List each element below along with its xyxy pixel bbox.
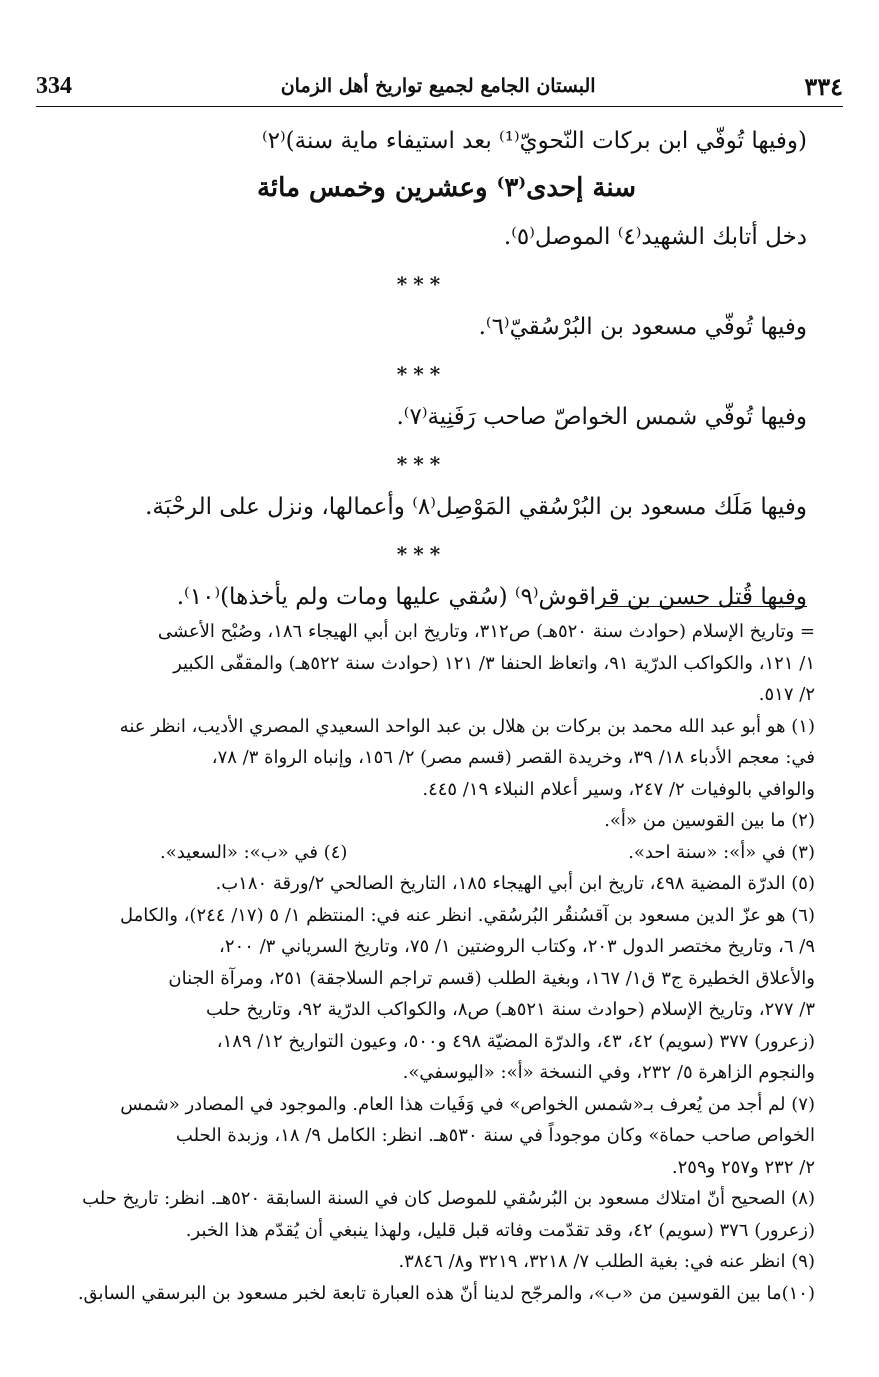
- footnote-line: ٣/ ٢٧٧، وتاريخ الإسلام (حوادث سنة ٥٢١هـ) ص٨، والكواكب الدرّية ٩٢، وتاريخ حلب: [206, 999, 815, 1020]
- stars-separator: ***: [396, 272, 447, 296]
- text-line: دخل أتابك الشهيد⁽٤⁾ الموصل⁽٥⁾.: [503, 224, 807, 250]
- footnote-line: ١/ ١٢١، والكواكب الدرّية ٩١، واتعاظ الحنفا ٣/ ١٢١ (حوادث سنة ٥٢٢هـ) والمقفّى الكبير: [173, 652, 815, 674]
- footnote-line: والوافي بالوفيات ٢/ ٢٤٧، وسير أعلام النبلاء ١٩/ ٤٤٥.: [422, 778, 815, 800]
- stars-separator: ***: [396, 542, 447, 566]
- footnote-line: والأعلاق الخطيرة ج٣ ق١/ ١٦٧، وبغية الطلب (قسم تراجم السلاجقة) ٢٥١، ومرآة الجنان: [168, 967, 815, 989]
- footnote-line: (٢) ما بين القوسين من «أ».: [604, 810, 815, 831]
- stars-separator: ***: [396, 452, 447, 476]
- footnotes: [40, 616, 815, 1309]
- footnote-rule: [600, 606, 807, 607]
- footnote-line: (٩) انظر عنه في: بغية الطلب ٧/ ٣٢١٨، ٣٢١٩ و٨/ ٣٨٤٦.: [398, 1251, 815, 1272]
- main-text: [36, 118, 807, 620]
- text-line: وفيها مَلَك مسعود بن البُرْسُقي المَوْصِل⁽٨⁾ وأعمالها، ونزل على الرحْبَة.: [145, 494, 807, 520]
- footnote-line: (١) هو أبو عبد الله محمد بن بركات بن هلال بن عبد الواحد السعيدي المصري الأديب، انظر عنه: [119, 715, 815, 737]
- year-heading: سنة إحدى⁽٣⁾ وعشرين وخمس مائة: [256, 173, 636, 203]
- footnote-line: والنجوم الزاهرة ٥/ ٢٣٢، وفي النسخة «أ»: «اليوسفي».: [402, 1062, 815, 1083]
- footnote-line: (٨) الصحيح أنّ امتلاك مسعود بن البُرسُقي للموصل كان في السنة السابقة ٥٢٠هـ. انظر: تاريخ حلب: [82, 1188, 815, 1209]
- text-line: وفيها تُوفّي مسعود بن البُرْسُقيّ⁽٦⁾.: [478, 314, 807, 340]
- footnote-line: (٧) لم أجد من يُعرف بـ«شمس الخواص» في وَفَيات هذا العام. والموجود في المصادر «شمس: [120, 1093, 815, 1115]
- running-title: البستان الجامع لجميع تواريخ أهل الزمان: [280, 75, 596, 97]
- header-rule: [36, 106, 843, 107]
- footnote-line: (٣) في «أ»: «سنة احد».: [628, 841, 815, 863]
- text-line: وفيها قُتل حسن بن قراقوش⁽٩⁾ (سُقي عليها ومات ولم يأخذها)⁽١٠⁾.: [176, 584, 807, 610]
- page-number-arabic: ٣٣٤: [804, 71, 843, 101]
- text-line: (وفيها تُوفّي ابن بركات النّحويّ⁽¹⁾ بعد استيفاء ماية سنة)⁽٢⁾: [262, 128, 807, 154]
- page-header: [36, 66, 843, 106]
- footnote-line: = وتاريخ الإسلام (حوادث سنة ٥٢٠هـ) ص٣١٢، وتاريخ ابن أبي الهيجاء ١٨٦، وصُبْح الأعشى: [157, 621, 815, 642]
- footnote-line: ٢/ ٢٣٢ و٢٥٧ و٢٥٩.: [671, 1156, 815, 1178]
- footnote-line: ٩/ ٦، وتاريخ مختصر الدول ٢٠٣، وكتاب الروضتين ١/ ٧٥، وتاريخ السرياني ٣/ ٢٠٠،: [219, 936, 815, 957]
- footnote-row: [40, 837, 815, 869]
- footnote-line: (زعرور) ٣٧٧ (سويم) ٤٢، ٤٣، والدرّة المضيّة ٤٩٨ و٥٠٠، وعيون التواريخ ١٢/ ١٨٩،: [216, 1030, 815, 1052]
- footnote-line: (٤) في «ب»: «السعيد».: [160, 841, 348, 863]
- footnote-line: (٥) الدرّة المضية ٤٩٨، تاريخ ابن أبي الهيجاء ١٨٥، التاريخ الصالحي ٢/ورقة ١٨٠ب.: [215, 873, 815, 894]
- footnote-line: (زعرور) ٣٧٦ (سويم) ٤٢، وقد تقدّمت وفاته قبل قليل، ولهذا ينبغي أن يُقدّم هذا الخبر.: [185, 1219, 815, 1241]
- footnote-line: (١٠)ما بين القوسين من «ب»، والمرجّح لدينا أنّ هذه العبارة تابعة لخبر مسعود بن البرسقي السابق.: [77, 1282, 815, 1304]
- text-line: وفيها تُوفّي شمس الخواصّ صاحب رَفَنِية⁽٧⁾.: [396, 404, 807, 430]
- stars-separator: ***: [396, 362, 447, 386]
- footnote-line: (٦) هو عزّ الدين مسعود بن آقسُنقُر البُرسُقي. انظر عنه في: المنتظم ١/ ٥ (١٧/ ٢٤٤)، والكامل: [120, 904, 815, 926]
- footnote-line: الخواص صاحب حماة» وكان موجوداً في سنة ٥٣٠هـ. انظر: الكامل ٩/ ١٨، وزبدة الحلب: [175, 1125, 815, 1146]
- footnote-line: ٢/ ٥١٧.: [758, 684, 815, 705]
- page-number-latin: 334: [36, 72, 72, 99]
- footnote-line: في: معجم الأدباء ١٨/ ٣٩، وخريدة القصر (قسم مصر) ٢/ ١٥٦، وإنباه الرواة ٣/ ٧٨،: [211, 747, 815, 768]
